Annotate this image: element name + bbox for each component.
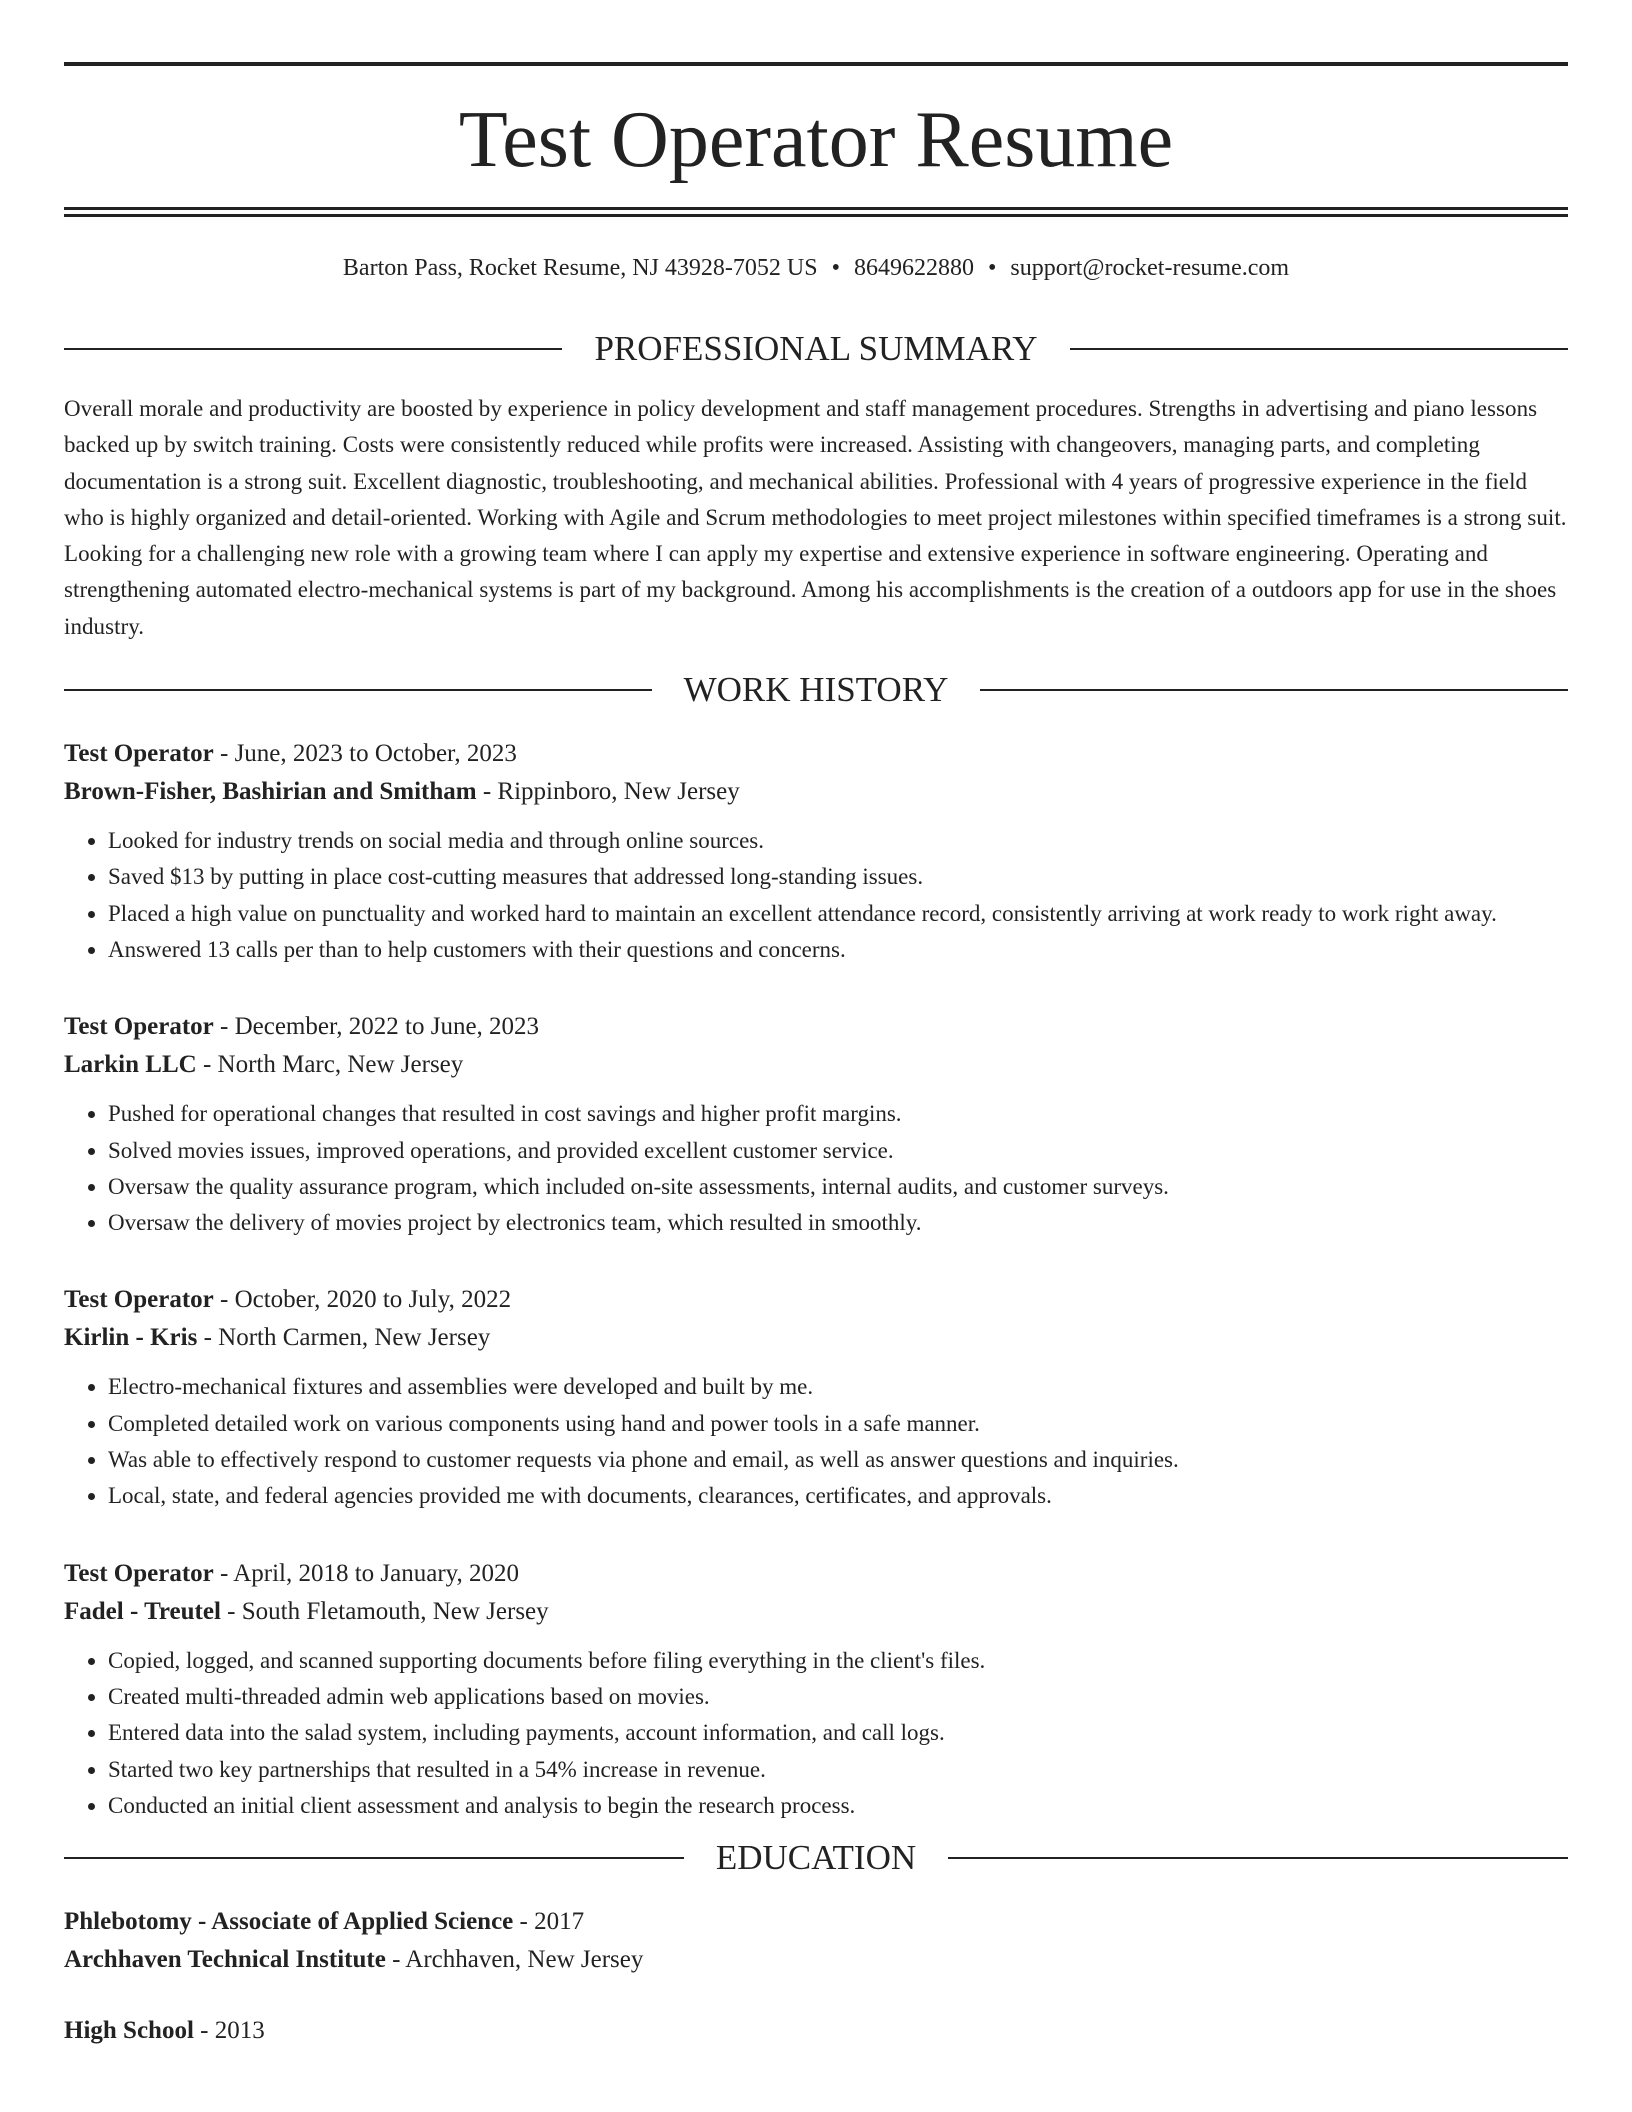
job-bullets <box>64 823 1568 968</box>
job-dates: - December, 2022 to June, 2023 <box>220 1013 540 1041</box>
job-title: Test Operator <box>64 740 214 768</box>
title-double-rule <box>64 207 1568 217</box>
job-entry <box>64 735 1568 968</box>
job-bullet: • Electro-mechanical fixtures and assemblies were developed and built by me. <box>108 1369 1568 1405</box>
education-spacer <box>64 1979 1568 2012</box>
education-degree-line <box>64 2012 1568 2050</box>
job-title-line <box>64 1281 1568 1319</box>
education-location: - Archhaven, New Jersey <box>392 1946 644 1974</box>
job-location: - Rippinboro, New Jersey <box>482 778 740 806</box>
job-company-line <box>64 1593 1568 1631</box>
job-bullet: • Copied, logged, and scanned supporting documents before filing everything in the client's files. <box>108 1643 1568 1679</box>
education-heading-label: EDUCATION <box>715 1838 917 1878</box>
education-school: Archhaven Technical Institute <box>64 1946 386 1974</box>
contact-address: Barton Pass, Rocket Resume, NJ 43928-7052 US <box>342 255 818 281</box>
education-year: - 2017 <box>519 1908 585 1936</box>
job-bullet: • Oversaw the delivery of movies project by electronics team, which resulted in smoothly. <box>108 1205 1568 1241</box>
job-company: Kirlin - Kris <box>64 1324 198 1352</box>
contact-line <box>64 252 1568 284</box>
job-company: Brown-Fisher, Bashirian and Smitham <box>64 778 477 806</box>
job-entry <box>64 1555 1568 1824</box>
job-title-line <box>64 735 1568 773</box>
job-company-line <box>64 773 1568 811</box>
heading-rule-left <box>64 1857 684 1859</box>
job-bullet: • Was able to effectively respond to customer requests via phone and email, as well as answer questions and inquiries. <box>108 1442 1568 1478</box>
job-location: - North Carmen, New Jersey <box>203 1324 491 1352</box>
contact-separator: • <box>831 255 840 281</box>
job-location: - North Marc, New Jersey <box>202 1051 464 1079</box>
job-title-line <box>64 1008 1568 1046</box>
job-company: Larkin LLC <box>64 1051 197 1079</box>
job-dates: - April, 2018 to January, 2020 <box>220 1559 520 1587</box>
job-bullet: • Pushed for operational changes that resulted in cost savings and higher profit margins. <box>108 1096 1568 1132</box>
job-bullet: • Saved $13 by putting in place cost-cutting measures that addressed long-standing issues. <box>108 859 1568 895</box>
job-bullet: • Conducted an initial client assessment and analysis to begin the research process. <box>108 1788 1568 1824</box>
job-company: Fadel - Treutel <box>64 1597 221 1625</box>
education-degree-line <box>64 1903 1568 1941</box>
contact-email: support@rocket-resume.com <box>1010 255 1290 281</box>
job-bullet: • Started two key partnerships that resulted in a 54% increase in revenue. <box>108 1752 1568 1788</box>
summary-text: Overall morale and productivity are boosted by experience in policy development and staff management procedures. Strengths in advertising and piano lessons backed up by switch training. Costs were consistently reduced while profits were increased. Assisting with changeovers, managing parts, and completing documentation is a strong suit. Excellent diagnostic, troubleshooting, and mechanical abilities. Professional with 4 years of progressive experience in the field who is highly organized and detail-oriented. Working with Agile and Scrum methodologies to meet project milestones within specified timeframes is a strong suit. Looking for a challenging new role with a growing team where I can apply my expertise and extensive experience in software engineering. Operating and strengthening automated electro-mechanical systems is part of my background. Among his accomplishments is the creation of a outdoors app for use in the shoes industry. <box>64 396 1567 639</box>
education-year: - 2013 <box>200 2017 265 2045</box>
heading-rule-right <box>980 689 1568 691</box>
job-bullet: • Looked for industry trends on social media and through online sources. <box>108 823 1568 859</box>
job-bullet: • Created multi-threaded admin web applications based on movies. <box>108 1679 1568 1715</box>
job-entry <box>64 1008 1568 1241</box>
heading-rule-right <box>948 1857 1568 1859</box>
job-bullet: • Local, state, and federal agencies provided me with documents, clearances, certificates, and approvals. <box>108 1478 1568 1514</box>
job-entry <box>64 1281 1568 1514</box>
heading-rule-left <box>64 348 562 350</box>
job-title: Test Operator <box>64 1013 214 1041</box>
education-degree: High School <box>64 2017 194 2045</box>
job-bullet: • Entered data into the salad system, including payments, account information, and call logs. <box>108 1715 1568 1751</box>
job-bullet: • Answered 13 calls per than to help customers with their questions and concerns. <box>108 932 1568 968</box>
job-bullets <box>64 1643 1568 1824</box>
work-history-list <box>64 735 1568 1824</box>
summary-heading-label: PROFESSIONAL SUMMARY <box>594 329 1038 368</box>
job-dates: - June, 2023 to October, 2023 <box>220 740 517 768</box>
heading-rule-left <box>64 689 652 691</box>
job-title: Test Operator <box>64 1286 214 1314</box>
job-company-line <box>64 1319 1568 1357</box>
job-title: Test Operator <box>64 1559 214 1587</box>
work-history-heading <box>64 668 1568 712</box>
job-bullets <box>64 1096 1568 1241</box>
heading-rule-right <box>1070 348 1568 350</box>
education-heading <box>64 1836 1568 1880</box>
job-bullet: • Completed detailed work on various components using hand and power tools in a safe manner. <box>108 1406 1568 1442</box>
contact-separator: • <box>987 255 997 281</box>
job-bullet: • Oversaw the quality assurance program, which included on-site assessments, internal audits, and customer surveys. <box>108 1169 1568 1205</box>
education-school-line <box>64 1941 1568 1979</box>
work-history-heading-label: WORK HISTORY <box>683 670 949 710</box>
job-bullets <box>64 1369 1568 1514</box>
job-title-line <box>64 1555 1568 1593</box>
resume-title: Test Operator Resume <box>458 96 1174 184</box>
job-dates: - October, 2020 to July, 2022 <box>220 1286 512 1314</box>
contact-phone: 8649622880 <box>853 255 974 281</box>
education-degree: Phlebotomy - Associate of Applied Science <box>64 1908 514 1936</box>
job-location: - South Fletamouth, New Jersey <box>227 1597 549 1625</box>
job-bullet: • Solved movies issues, improved operations, and provided excellent customer service. <box>108 1133 1568 1169</box>
education-list <box>64 1903 1568 2050</box>
job-bullet: • Placed a high value on punctuality and worked hard to maintain an excellent attendance record, consistently arriving at work ready to work right away. <box>108 896 1568 932</box>
job-company-line <box>64 1046 1568 1084</box>
summary-heading <box>64 327 1568 371</box>
